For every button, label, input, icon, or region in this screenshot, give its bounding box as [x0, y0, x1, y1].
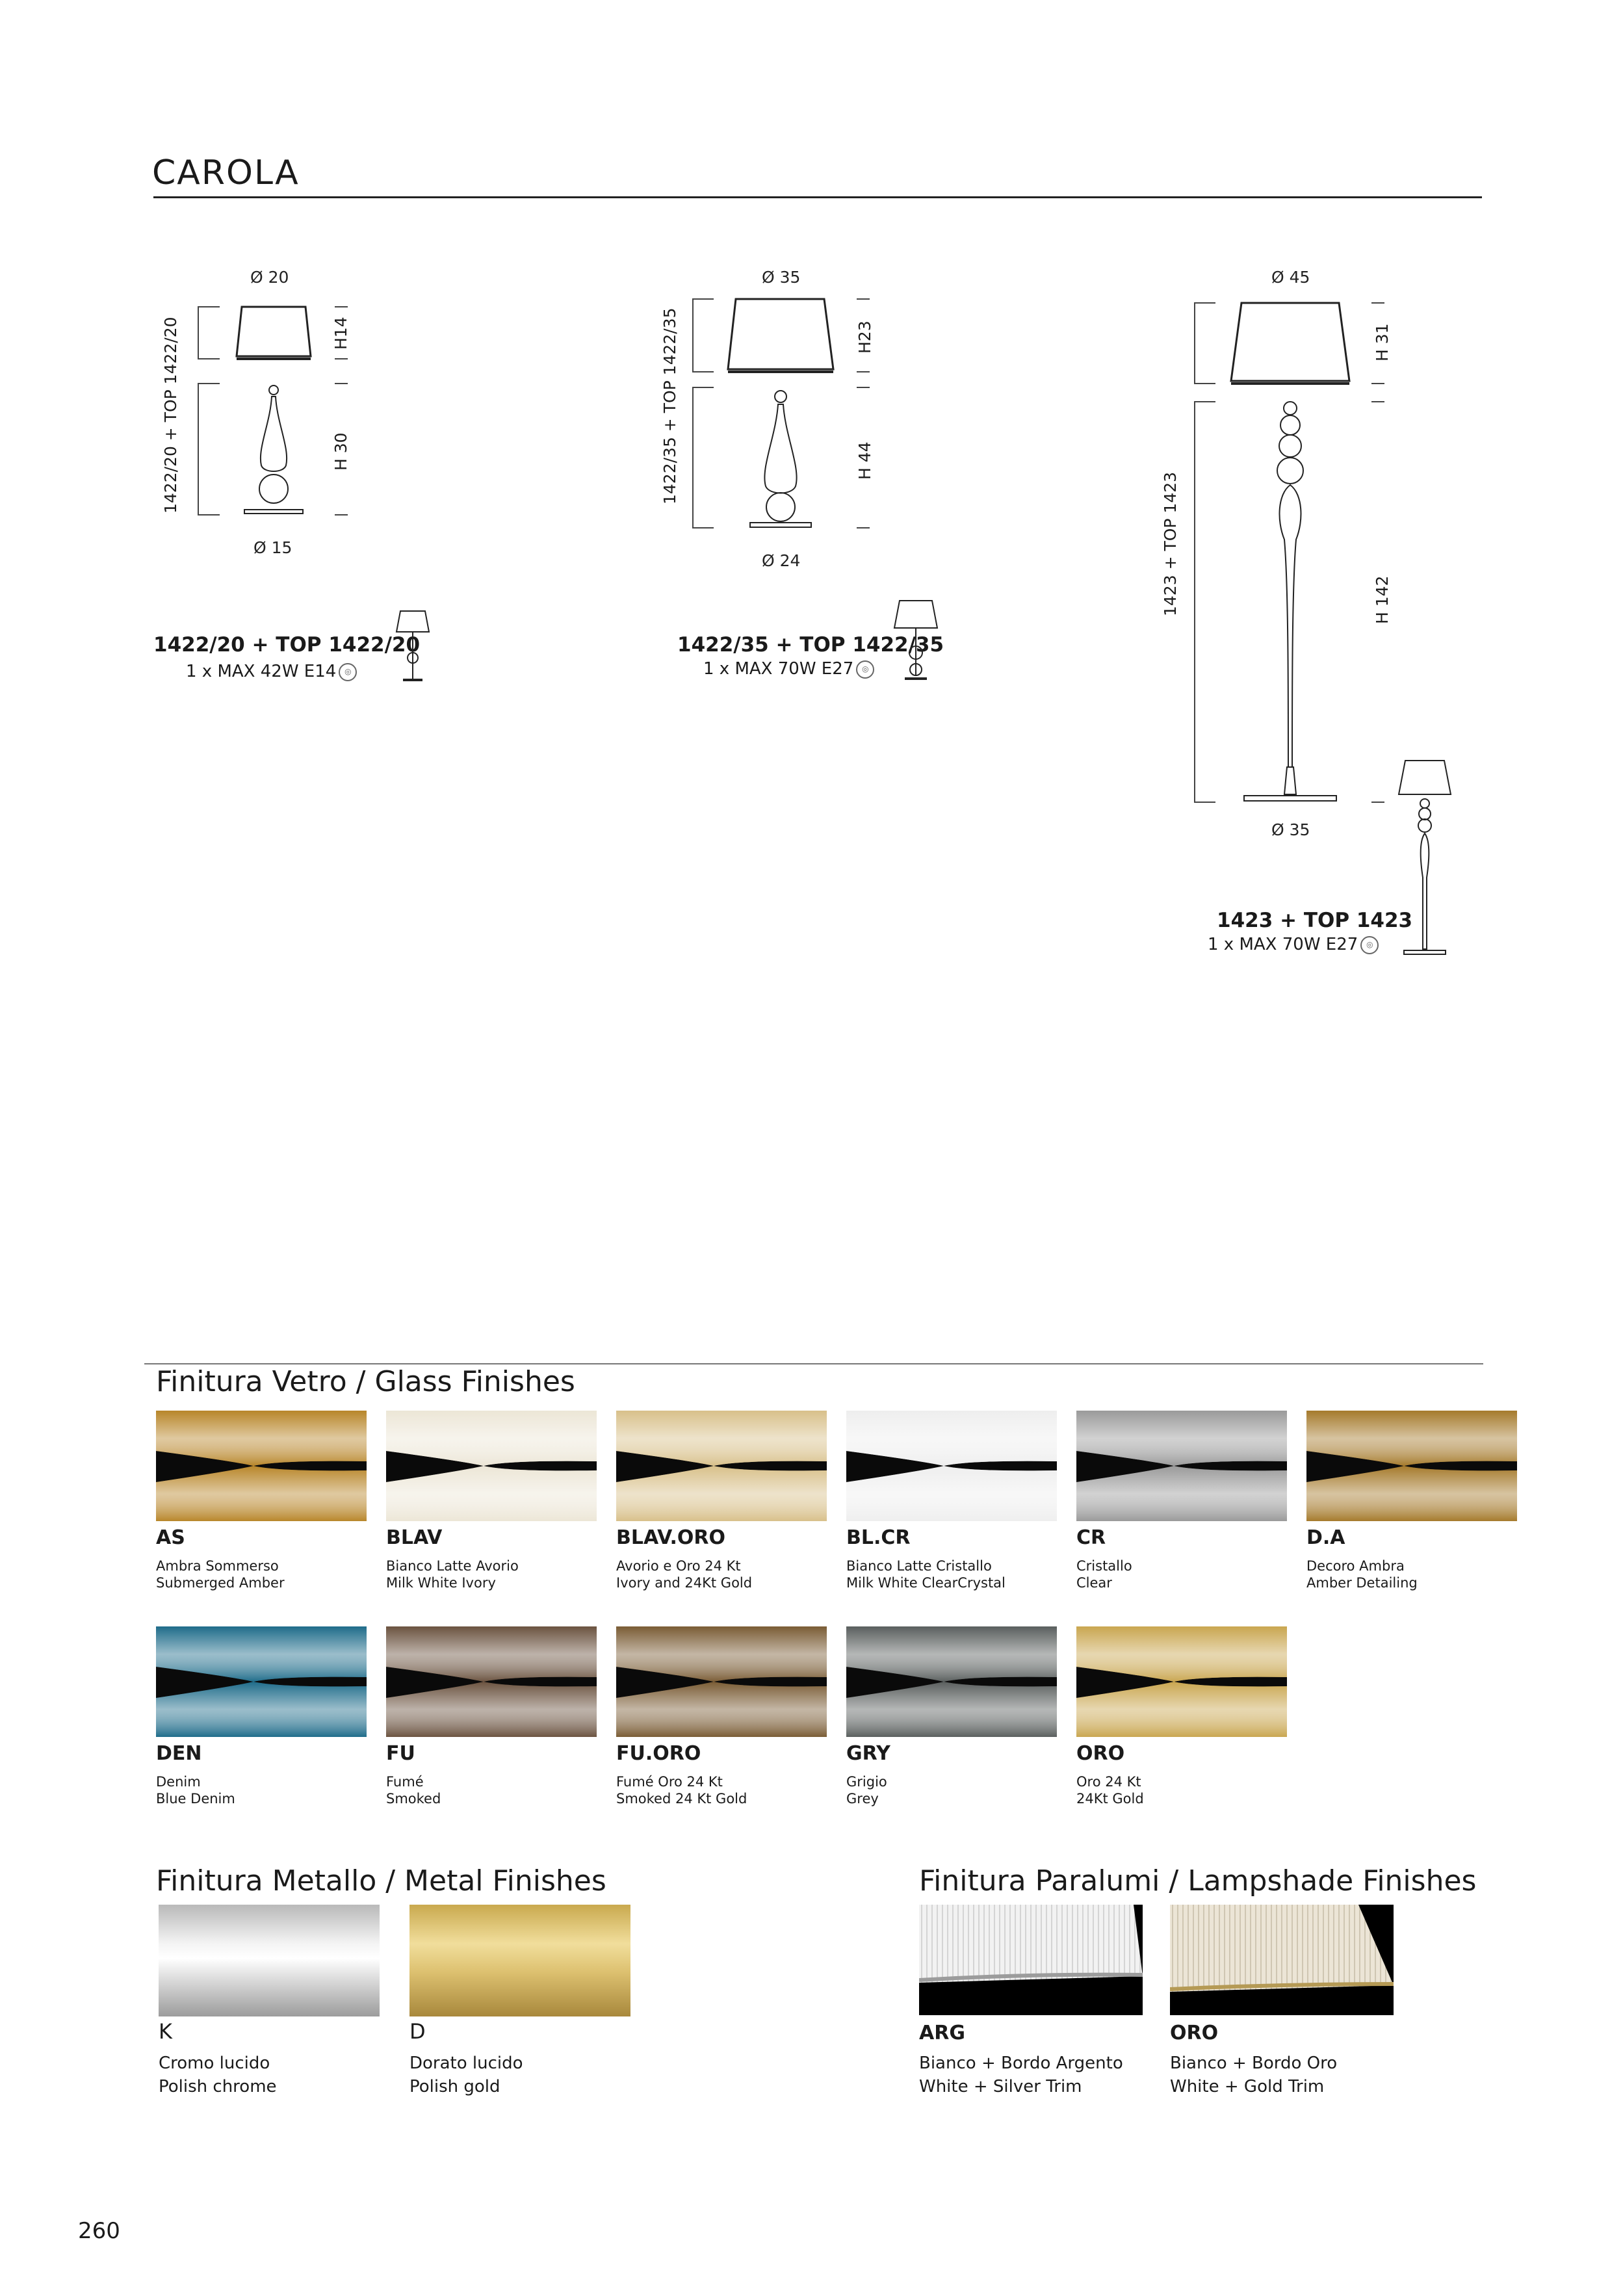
finish-code: CR: [1076, 1526, 1106, 1549]
body-height-label: H 30: [331, 432, 350, 471]
shade-diameter-label: Ø 20: [250, 268, 289, 287]
finish-code: DEN: [156, 1742, 202, 1765]
glass-swatch: [616, 1626, 827, 1737]
finish-description: Avorio e Oro 24 Kt Ivory and 24Kt Gold: [616, 1558, 753, 1591]
finish-description: Oro 24 Kt 24Kt Gold: [1076, 1774, 1144, 1807]
glass-swatch: [1076, 1626, 1287, 1737]
finish-code: BL.CR: [846, 1526, 911, 1549]
glass-swatch: [1076, 1411, 1287, 1521]
glass-swatch: [846, 1411, 1057, 1521]
glass-swatch: [846, 1626, 1057, 1737]
finish-code: K: [159, 2019, 172, 2044]
lampshade-swatch-silver: [919, 1905, 1143, 2015]
shade-diameter-label: Ø 35: [762, 268, 801, 287]
model-spec: 1 x MAX 70W E27 ◎: [703, 659, 874, 679]
glass-swatch: [616, 1411, 827, 1521]
bulb-icon: ◎: [856, 660, 874, 679]
page-number: 260: [78, 2218, 120, 2244]
body-height-label: H 142: [1373, 575, 1392, 624]
finish-description: Fumé Smoked: [386, 1774, 441, 1807]
model-name: 1423 + TOP 1423: [1217, 909, 1413, 932]
finish-description: Cromo lucido Polish chrome: [159, 2054, 277, 2096]
model-name: 1422/20 + TOP 1422/20: [153, 633, 421, 657]
model-spec: 1 x MAX 42W E14 ◎: [186, 662, 357, 681]
finish-description: Bianco + Bordo Argento White + Silver Trim: [919, 2054, 1123, 2096]
finish-code: ORO: [1170, 2022, 1219, 2044]
shade-height-label: H23: [855, 320, 874, 354]
finish-description: Denim Blue Denim: [156, 1774, 235, 1807]
finish-description: Decoro Ambra Amber Detailing: [1306, 1558, 1418, 1591]
finish-code: BLAV: [386, 1526, 443, 1549]
finish-description: Bianco Latte Cristallo Milk White ClearCrystal: [846, 1558, 1006, 1591]
vertical-model-label: 1422/20 + TOP 1422/20: [161, 317, 180, 514]
finish-description: Ambra Sommerso Submerged Amber: [156, 1558, 285, 1591]
finish-code: GRY: [846, 1742, 890, 1765]
finish-code: D.A: [1306, 1526, 1345, 1549]
vertical-model-label: 1423 + TOP 1423: [1161, 471, 1180, 616]
finish-code: D: [409, 2019, 426, 2044]
model-name: 1422/35 + TOP 1422/35: [677, 633, 944, 657]
shade-height-label: H 31: [1373, 323, 1392, 361]
glass-swatch: [1306, 1411, 1517, 1521]
metal-finishes-title: Finitura Metallo / Metal Finishes: [156, 1864, 606, 1898]
bulb-icon: ◎: [339, 663, 357, 681]
finish-description: Dorato lucido Polish gold: [409, 2054, 523, 2096]
base-diameter-label: Ø 35: [1271, 820, 1310, 839]
lampshade-finishes-title: Finitura Paralumi / Lampshade Finishes: [919, 1864, 1477, 1898]
finish-description: Cristallo Clear: [1076, 1558, 1132, 1591]
glass-swatch: [386, 1411, 597, 1521]
finish-description: Fumé Oro 24 Kt Smoked 24 Kt Gold: [616, 1774, 747, 1807]
finish-code: FU.ORO: [616, 1742, 701, 1765]
base-diameter-label: Ø 15: [253, 538, 292, 557]
metal-swatch-chrome: [159, 1905, 380, 2016]
base-diameter-label: Ø 24: [762, 551, 801, 570]
finish-code: BLAV.ORO: [616, 1526, 726, 1549]
finish-description: Bianco Latte Avorio Milk White Ivory: [386, 1558, 519, 1591]
bulb-icon: ◎: [1360, 936, 1379, 954]
finish-description: Grigio Grey: [846, 1774, 887, 1807]
page-title: CAROLA: [152, 153, 300, 192]
body-height-label: H 44: [855, 441, 874, 480]
lampshade-swatch-gold: [1170, 1905, 1394, 2015]
finish-code: AS: [156, 1526, 185, 1549]
section-rule: [144, 1363, 1483, 1364]
glass-swatch: [156, 1626, 367, 1737]
metal-swatch-gold: [409, 1905, 630, 2016]
finish-code: ARG: [919, 2022, 965, 2044]
model-spec: 1 x MAX 70W E27 ◎: [1208, 935, 1379, 954]
finish-description: Bianco + Bordo Oro White + Gold Trim: [1170, 2054, 1338, 2096]
glass-swatch: [386, 1626, 597, 1737]
finish-code: ORO: [1076, 1742, 1125, 1765]
shade-height-label: H14: [331, 317, 350, 350]
finish-code: FU: [386, 1742, 415, 1765]
glass-swatch: [156, 1411, 367, 1521]
glass-finishes-title: Finitura Vetro / Glass Finishes: [156, 1365, 575, 1398]
vertical-model-label: 1422/35 + TOP 1422/35: [660, 307, 679, 504]
shade-diameter-label: Ø 45: [1271, 268, 1310, 287]
